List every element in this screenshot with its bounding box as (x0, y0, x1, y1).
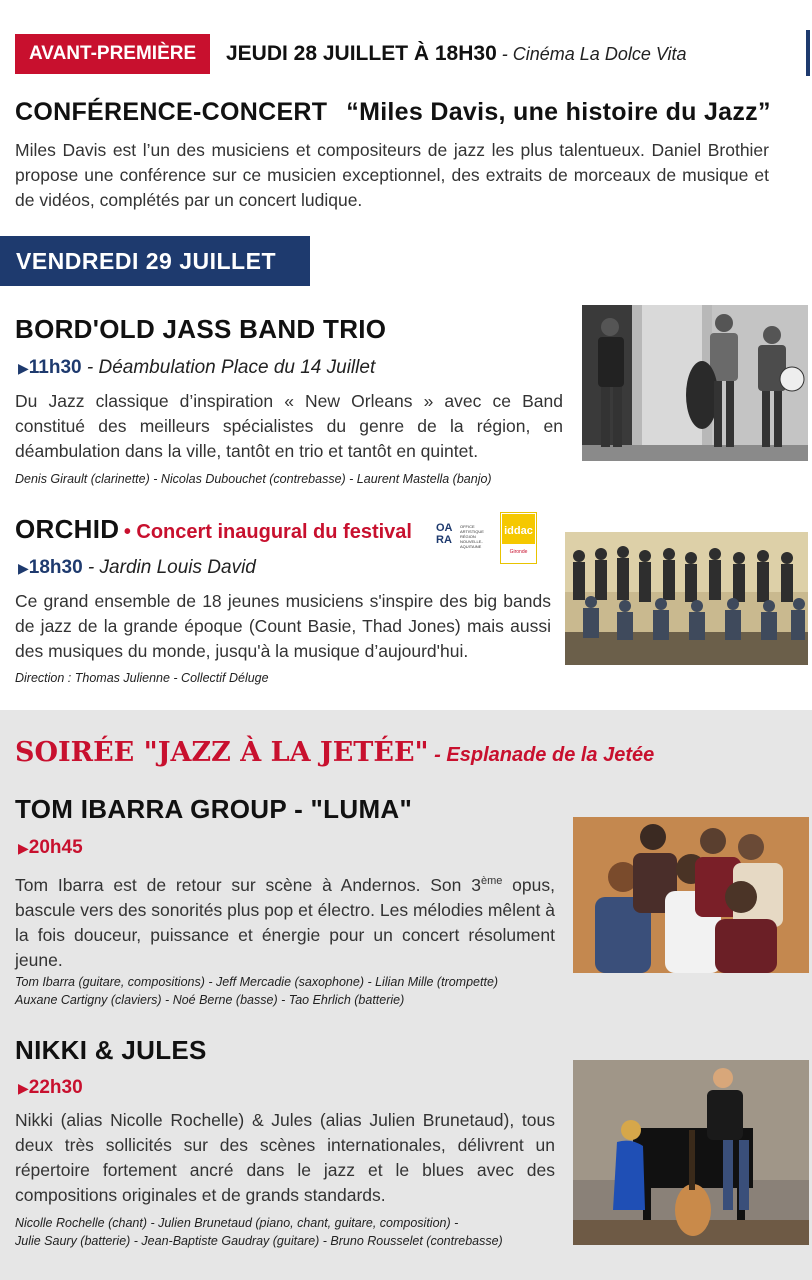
soiree-title-line (15, 737, 654, 768)
tom-title: TOM IBARRA GROUP - "LUMA" (15, 794, 413, 824)
orchid-time-line (18, 557, 256, 579)
soiree-venue: - Esplanade de la Jetée (428, 744, 655, 766)
conference-prefix: CONFÉRENCE-CONCERT (15, 98, 328, 126)
orchid-time: 18h30 (28, 557, 83, 578)
avant-date: JEUDI 28 JUILLET À 18H30 (226, 42, 497, 65)
nikki-credits-1: Nicolle Rochelle (chant) - Julien Brunetaud (piano, chant, guitare, composition) - (15, 1216, 459, 1230)
bordold-photo (582, 305, 808, 461)
conference-title (15, 98, 771, 127)
play-triangle-icon: ▶ (18, 840, 29, 856)
nikki-title: NIKKI & JULES (15, 1035, 207, 1065)
iddac-block: iddac (502, 514, 535, 544)
gironde-text: Gironde (509, 549, 528, 555)
bordold-sep: - (81, 357, 99, 378)
day-band: VENDREDI 29 JUILLET (0, 236, 310, 286)
bordold-description: Du Jazz classique d’inspiration « New Orleans » avec ce Band constitué des meilleurs spécialistes du genre de la région, en déambulation dans la ville, tantôt en trio et tantôt en quintet. (15, 391, 563, 461)
conference-quote: “Miles Davis, une histoire du Jazz” (346, 98, 771, 126)
tom-time-line (18, 837, 83, 859)
bordold-time: 11h30 (28, 357, 82, 378)
tom-time: 20h45 (28, 837, 83, 858)
bordold-title: BORD'OLD JASS BAND TRIO (15, 314, 387, 344)
nikki-description: Nikki (alias Nicolle Rochelle) & Jules (alias Julien Brunetaud), tous deux très sollicités sur des scènes internationales, délivrent un répertoire fortement ancré dans le jazz et le blues avec des compositions originales et de grands standards. (15, 1110, 555, 1205)
conference-description: Miles Davis est l’un des musiciens et compositeurs de jazz les plus talentueux. Daniel Brothier propose une conférence sur ce musicien exceptionnel, des extraits de morceaux de musique et de vidéos, complétés par un concert ludique. (15, 140, 769, 210)
play-triangle-icon: ▶ (18, 360, 29, 376)
orchid-place: Jardin Louis David (99, 557, 256, 578)
tom-description (15, 869, 555, 973)
tom-desc-part2: opus, bascule vers des sonorités plus pop et électro. Les mélodies mêlent à la fois douceur, puissance et énergie pour un concert résolument jeune. (15, 874, 555, 970)
orchid-description: Ce grand ensemble de 18 jeunes musiciens s'inspire des big bands de jazz de la grande époque (Count Basie, Thad Jones) mais aussi des musiques du monde, jusqu'à la musique d’aujourd'hui. (15, 591, 551, 661)
oara-logo (436, 522, 496, 552)
play-triangle-icon: ▶ (18, 1080, 29, 1096)
nikki-credits-2: Julie Saury (batterie) - Jean-Baptiste Gaudray (guitare) - Bruno Rousselet (contrebasse) (15, 1234, 503, 1248)
soiree-title: SOIRÉE "JAZZ À LA JETÉE" (15, 737, 429, 768)
orchid-sep: - (82, 557, 100, 578)
avant-date-line (226, 42, 687, 66)
tom-desc-part1: Tom Ibarra est de retour sur scène à Andernos. Son 3 (15, 874, 481, 895)
avant-venue: Cinéma La Dolce Vita (512, 44, 687, 64)
oara-text: OFFICE ARTISTIQUE RÉGION NOUVELLE-AQUITAINE (460, 524, 484, 549)
orchid-photo (565, 532, 808, 665)
bordold-time-line (18, 357, 375, 379)
play-triangle-icon: ▶ (18, 560, 29, 576)
orchid-credits: Direction : Thomas Julienne - Collectif Déluge (15, 671, 269, 685)
nikki-time: 22h30 (28, 1077, 83, 1098)
edge-marker (806, 30, 810, 76)
iddac-logo (500, 512, 537, 564)
nikki-time-line (18, 1077, 83, 1099)
avant-premiere-badge: AVANT-PREMIÈRE (15, 34, 210, 74)
orchid-title: ORCHID (15, 514, 120, 544)
tom-credits-2: Auxane Cartigny (claviers) - Noé Berne (basse) - Tao Ehrlich (batterie) (15, 993, 405, 1007)
tom-desc-sup: ème (480, 875, 503, 887)
oara-mark: OA RA (436, 522, 453, 546)
orchid-title-line (15, 514, 412, 545)
bordold-credits: Denis Girault (clarinette) - Nicolas Dubouchet (contrebasse) - Laurent Mastella (banjo) (15, 472, 492, 486)
orchid-subtitle: • Concert inaugural du festival (123, 521, 412, 543)
nikki-photo (573, 1060, 809, 1245)
tom-credits-1: Tom Ibarra (guitare, compositions) - Jeff Mercadie (saxophone) - Lilian Mille (trompette) (15, 975, 499, 989)
bordold-place: Déambulation Place du 14 Juillet (98, 357, 376, 378)
avant-sep: - (496, 44, 513, 64)
tom-photo (573, 817, 809, 973)
